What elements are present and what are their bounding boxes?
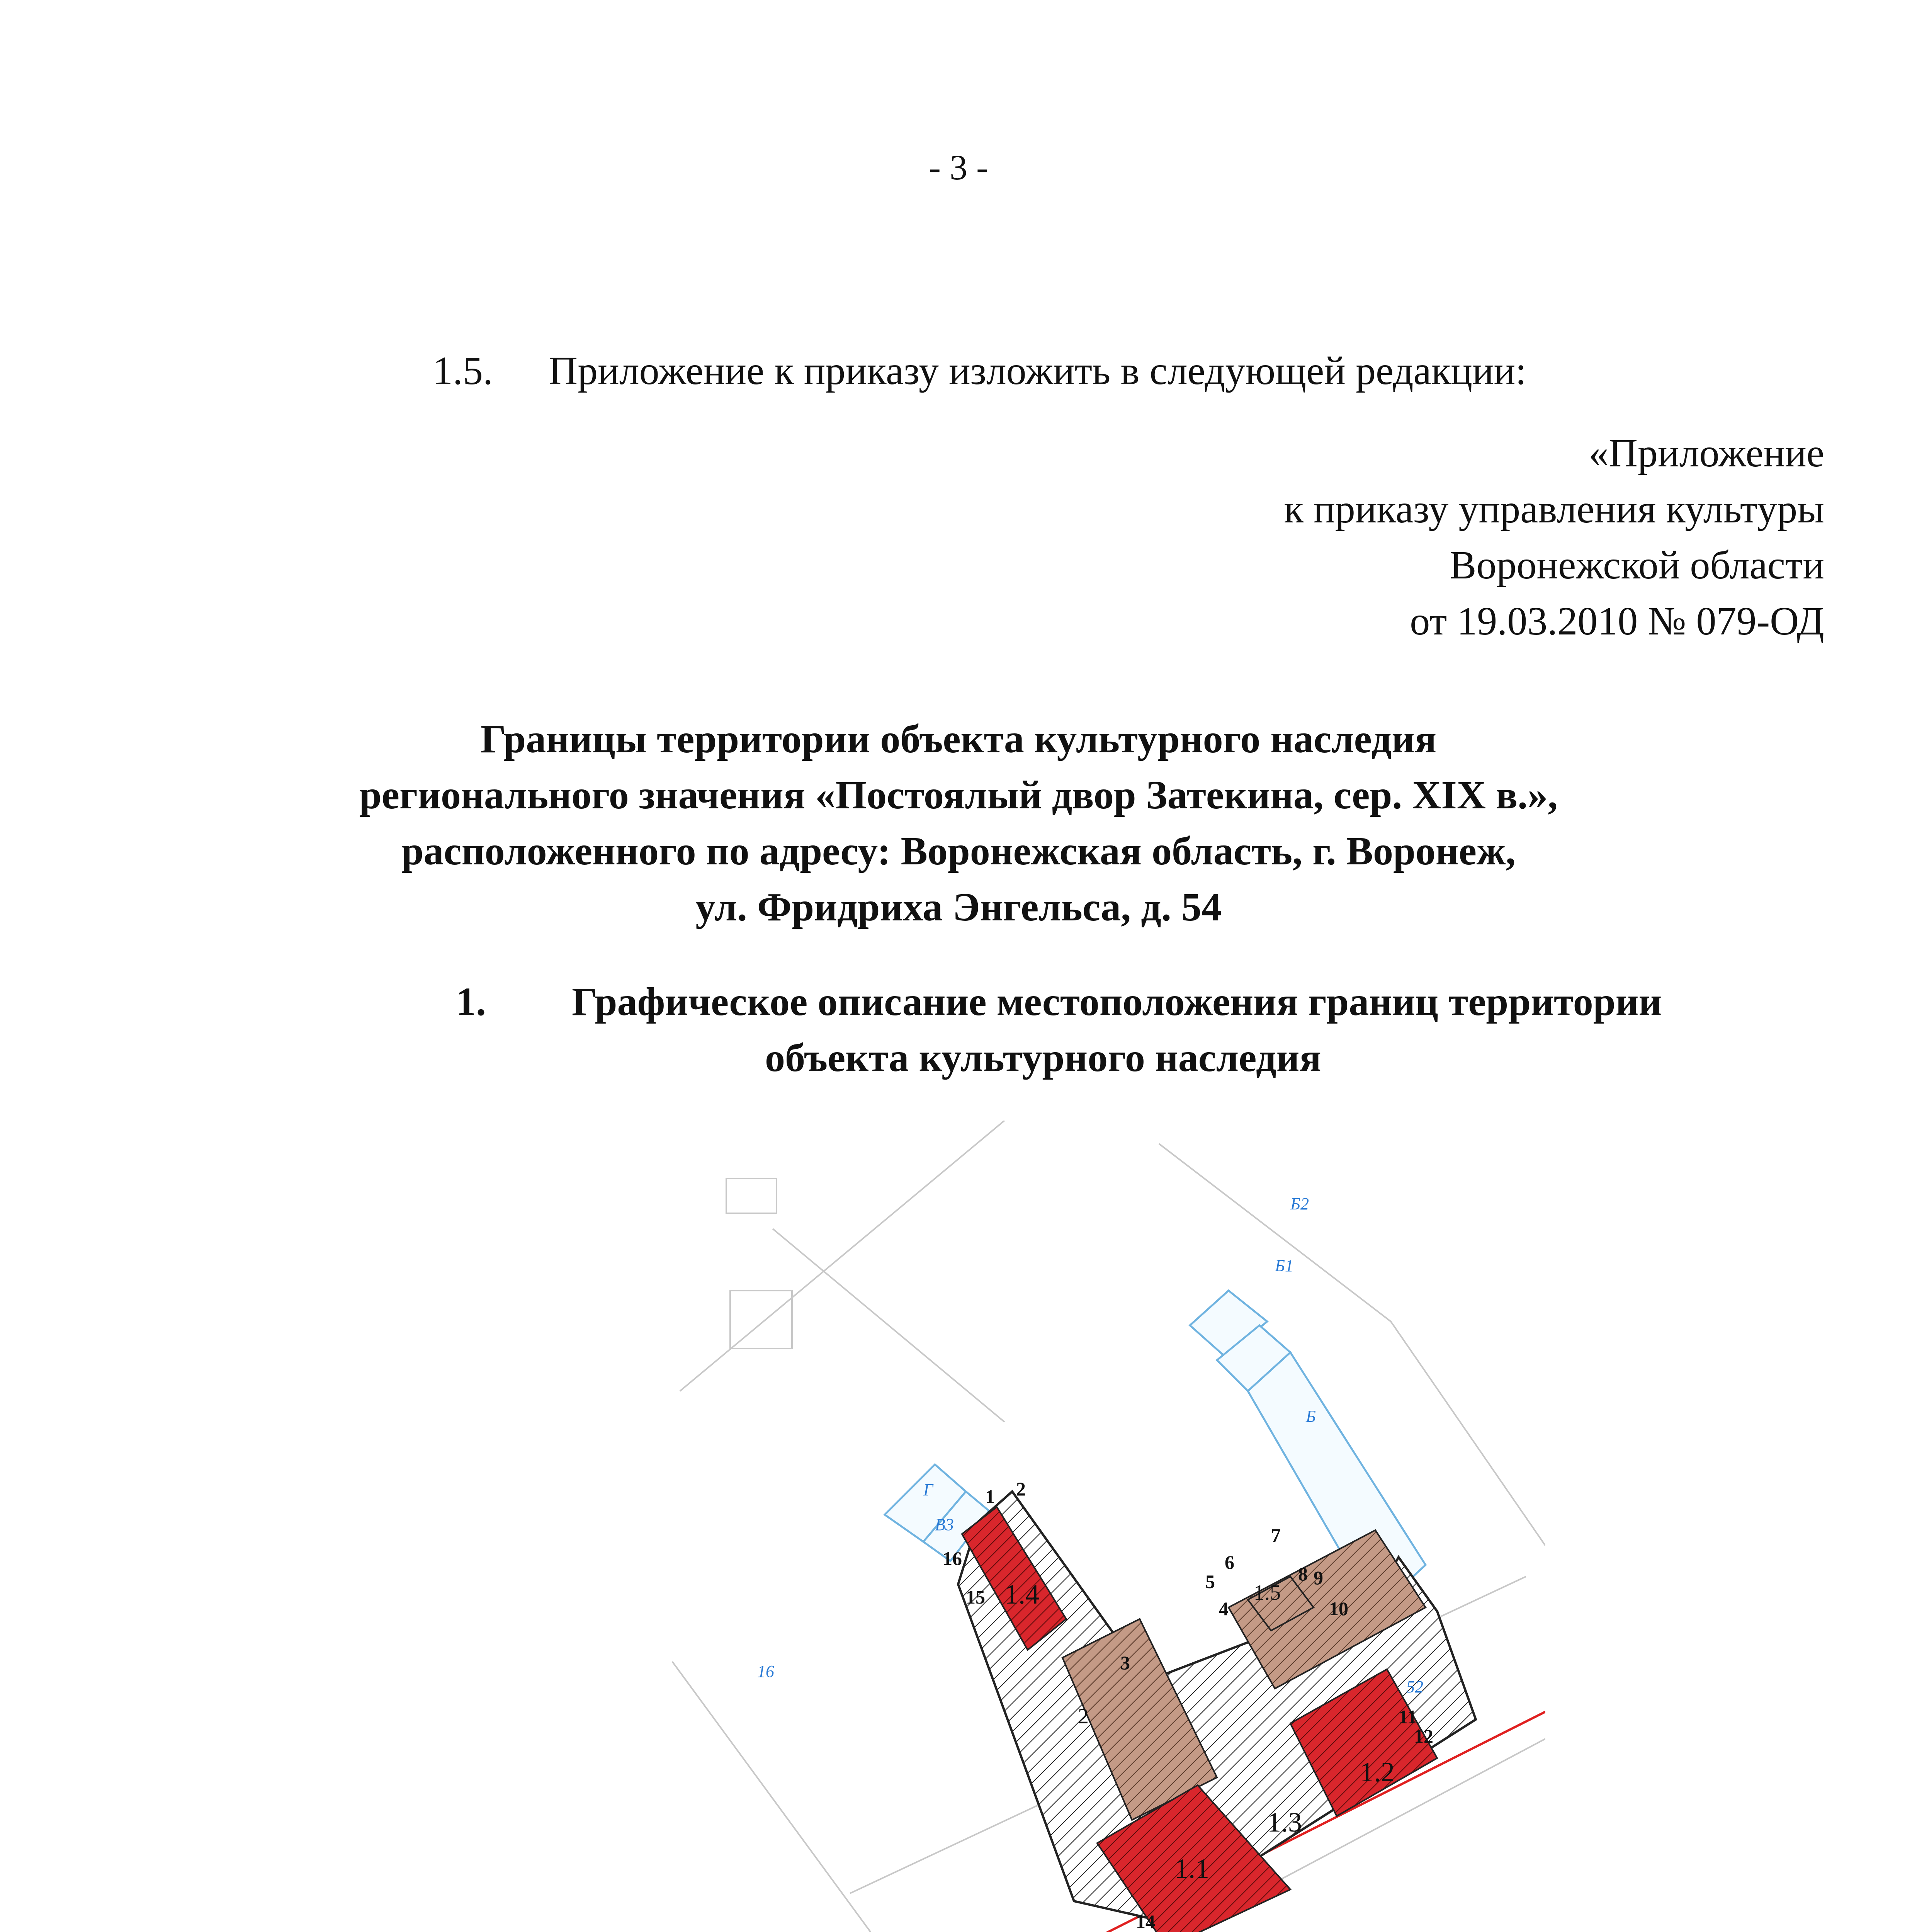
title-line: ул. Фридриха Энгельса, д. 54 xyxy=(695,885,1222,929)
point-15: 15 xyxy=(966,1586,985,1608)
lit-b: Б xyxy=(1306,1407,1316,1426)
label-1-1: 1.1 xyxy=(1174,1853,1209,1884)
title-line: регионального значения «Постоялый двор Затекина, сер. XIX в.», xyxy=(359,773,1558,817)
appendix-line: Воронежской области xyxy=(1450,543,1824,587)
point-16: 16 xyxy=(943,1548,962,1569)
point-12: 12 xyxy=(1414,1725,1433,1747)
paragraph-text: Приложение к приказу изложить в следующей редакции: xyxy=(549,349,1527,393)
appendix-header xyxy=(1284,425,1824,649)
point-2: 2 xyxy=(1016,1478,1026,1500)
point-1: 1 xyxy=(985,1486,995,1507)
point-14: 14 xyxy=(1136,1911,1155,1932)
label-1-2: 1.2 xyxy=(1360,1757,1395,1787)
point-3: 3 xyxy=(1120,1652,1130,1673)
point-11: 11 xyxy=(1399,1706,1417,1728)
point-7: 7 xyxy=(1271,1524,1281,1546)
section-line-1: Графическое описание местоположения границ территории xyxy=(572,980,1662,1024)
paragraph-1-5 xyxy=(433,348,1526,394)
point-4: 4 xyxy=(1219,1598,1229,1619)
label-1-3: 1.3 xyxy=(1267,1807,1302,1838)
lit-b1: Б1 xyxy=(1275,1256,1293,1275)
appendix-line: к приказу управления культуры xyxy=(1284,487,1824,531)
parcel-52: 52 xyxy=(1406,1677,1423,1696)
site-plan-map xyxy=(657,1121,1545,1932)
point-9: 9 xyxy=(1314,1567,1323,1588)
page-number: - 3 - xyxy=(929,148,988,187)
lit-v3: В3 xyxy=(935,1515,954,1534)
point-8: 8 xyxy=(1298,1563,1308,1585)
label-2: 2 xyxy=(1078,1704,1089,1728)
point-10: 10 xyxy=(1329,1598,1348,1619)
paragraph-number: 1.5. xyxy=(433,349,493,393)
point-6: 6 xyxy=(1225,1551,1234,1573)
title-line: расположенного по адресу: Воронежская область, г. Воронеж, xyxy=(401,829,1516,873)
section-line-2: объекта культурного наследия xyxy=(765,1036,1321,1080)
lit-g: Г xyxy=(923,1480,933,1499)
label-1-4: 1.4 xyxy=(1004,1579,1039,1610)
section-number: 1. xyxy=(456,980,486,1024)
parcel-16: 16 xyxy=(757,1662,774,1681)
label-1-5: 1.5 xyxy=(1254,1581,1281,1605)
point-5: 5 xyxy=(1205,1571,1215,1592)
lit-b2: Б2 xyxy=(1290,1194,1309,1213)
appendix-line: от 19.03.2010 № 079-ОД xyxy=(1410,599,1824,643)
document-title xyxy=(0,711,1917,935)
title-line: Границы территории объекта культурного наследия xyxy=(480,717,1437,761)
appendix-line: «Приложение xyxy=(1588,431,1824,475)
